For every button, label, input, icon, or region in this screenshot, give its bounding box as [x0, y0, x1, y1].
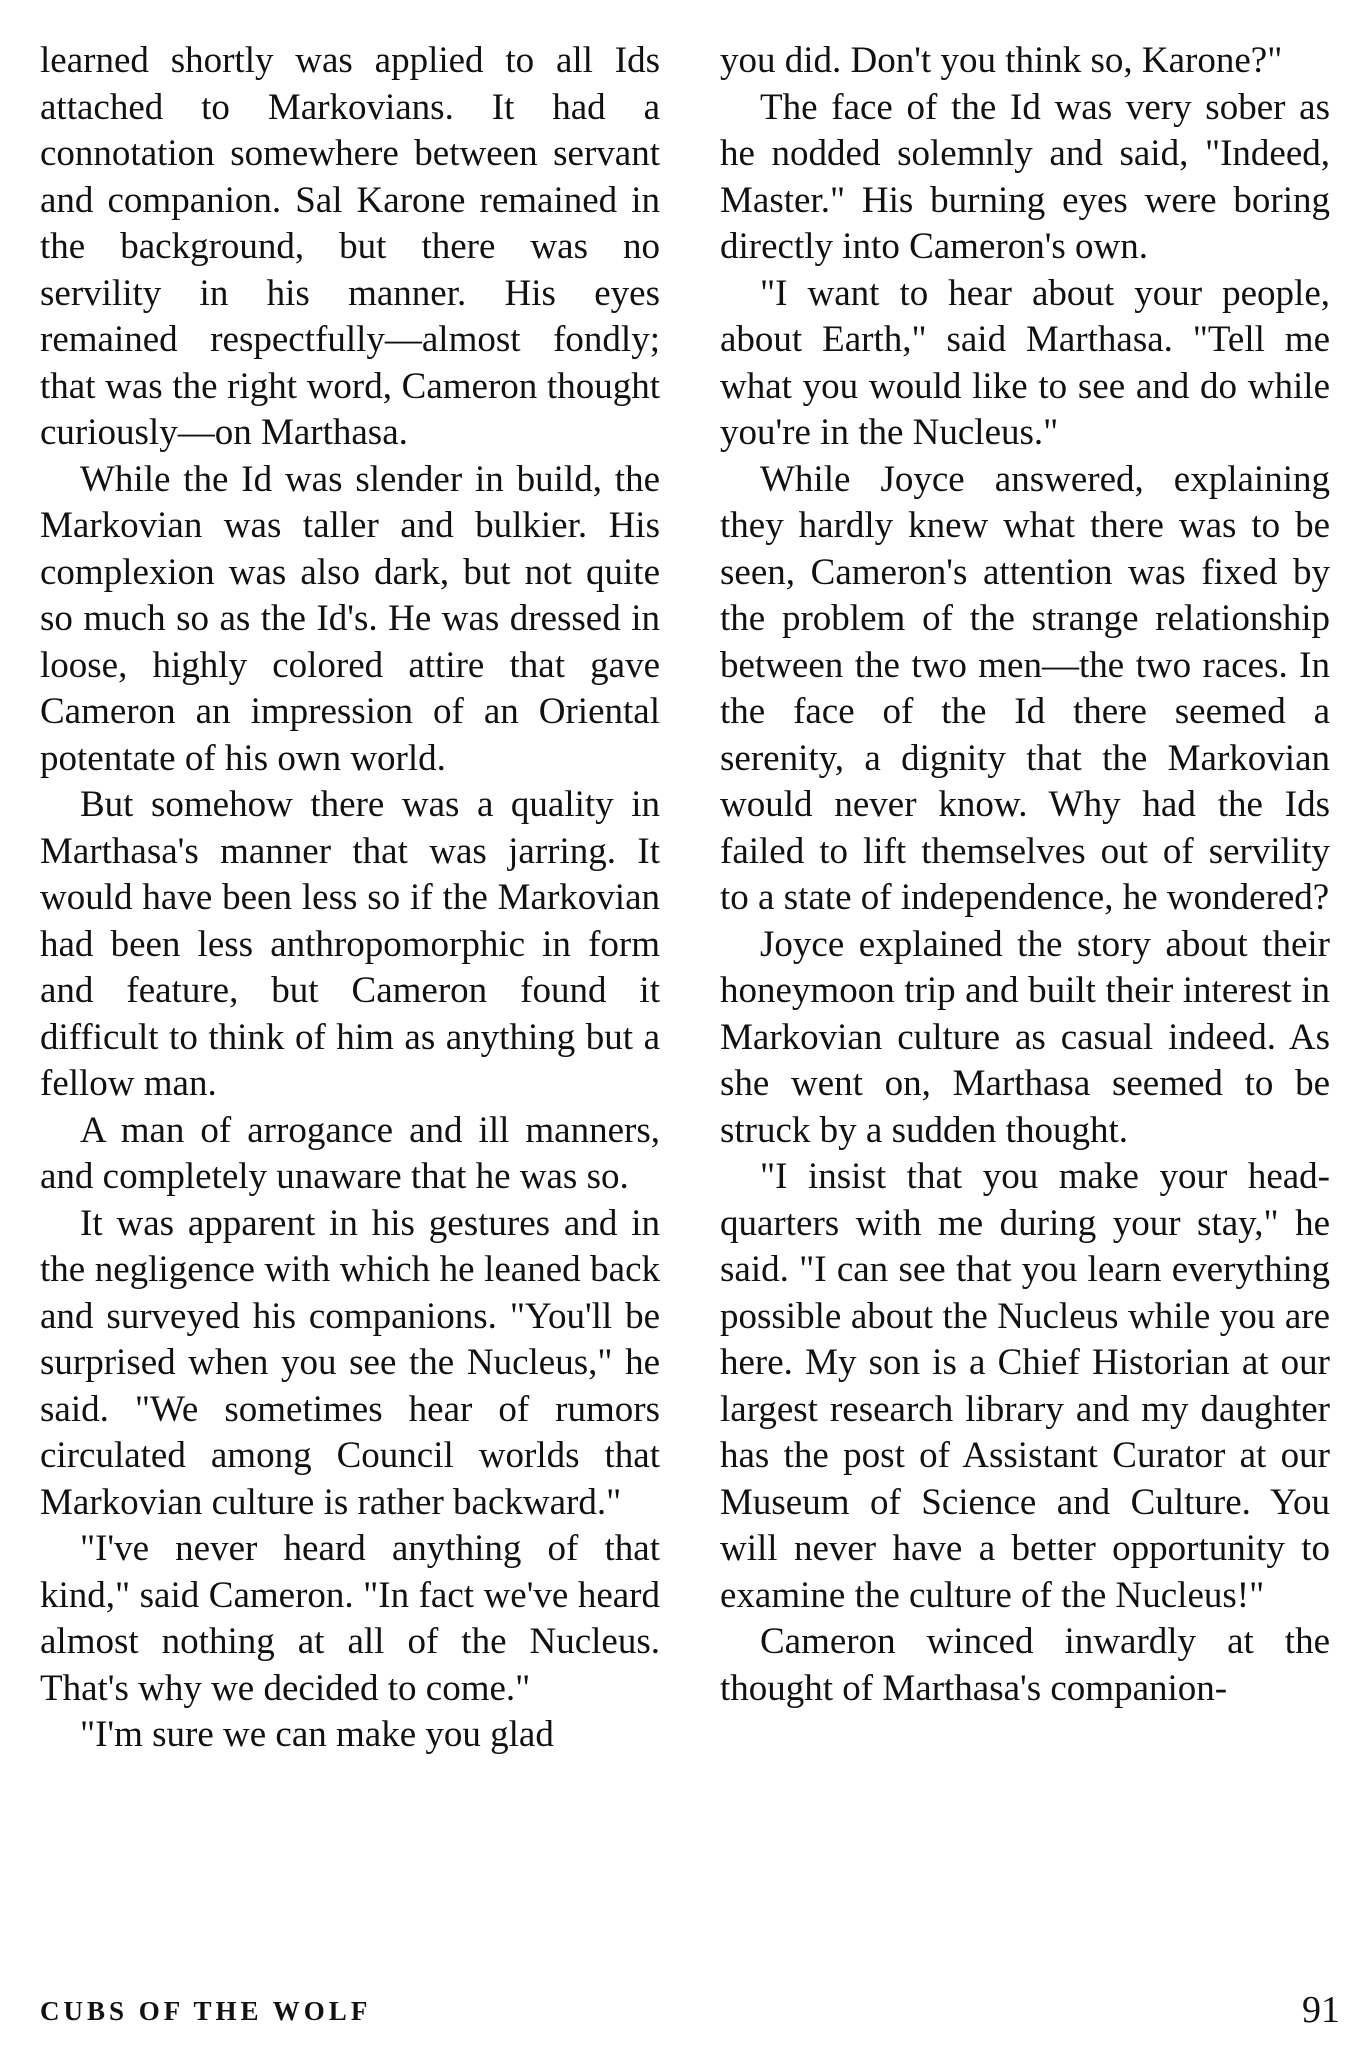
paragraph: Joyce explained the story about their honeymoon trip and built their interest in Markovian culture as casual indeed. As she went on, Marthasa seemed to be struck by a sudden thought.	[720, 923, 1330, 1151]
paragraph: "I insist that you make your headquarters with me during your stay," he said. "I can see that you learn everything possible about the Nucleus while you are here. My son is a Chief Historian at our largest research library and my daughter has the post of Assistant Curator at our Museum of Science and Culture. You will never have a better opportunity to examine the culture of the Nucleus!"	[720, 1156, 1330, 1616]
right-column	[720, 38, 1330, 1712]
running-title: CUBS OF THE WOLF	[40, 1996, 372, 2026]
paragraph: you did. Don't you think so, Karone?"	[720, 40, 1283, 81]
left-column	[40, 38, 660, 1759]
paragraph: While Joyce answered, explaining they hardly knew what there was to be seen, Cameron's attention was fixed by the problem of the strange relationship between the two men—the two races. In the face of the Id there seemed a serenity, a dignity that the Markovian would never know. Why had the Ids failed to lift themselves out of servility to a state of independence, he wondered?	[720, 458, 1330, 918]
paragraph: "I want to hear about your people, about Earth," said Marthasa. "Tell me what you would like to see and do while you're in the Nucleus."	[720, 272, 1330, 453]
paragraph: The face of the Id was very sober as he nodded solemnly and said, "Indeed, Master." His burning eyes were boring directly into Cameron's own.	[720, 86, 1330, 267]
page-number: 91	[1302, 1989, 1340, 2031]
paragraph: "I'm sure we can make you glad	[80, 1714, 554, 1755]
page-footer	[40, 1989, 1340, 2042]
paragraph: Cameron winced inwardly at the thought of Marthasa's companion-	[720, 1621, 1330, 1709]
paragraph: A man of arrogance and ill manners, and completely unaware that he was so.	[40, 1109, 660, 1197]
paragraph: learned shortly was applied to all Ids attached to Markovians. It had a connotation somewhere between servant and companion. Sal Karone remained in the background, but there was no servility in his manner. His eyes remained respectfully—almost fondly; that was the right word, Cameron thought curiously—on Marthasa.	[40, 40, 660, 453]
paragraph: "I've never heard anything of that kind," said Cameron. "In fact we've heard almost nothing at all of the Nucleus. That's why we decided to come."	[40, 1528, 660, 1709]
paragraph: It was apparent in his gestures and in the negligence with which he leaned back and surveyed his companions. "You'll be surprised when you see the Nucleus," he said. "We sometimes hear of rumors circulated among Council worlds that Markovian culture is rather backward."	[40, 1202, 660, 1523]
paragraph: While the Id was slender in build, the Markovian was taller and bulkier. His complexion was also dark, but not quite so much so as the Id's. He was dressed in loose, highly colored attire that gave Cameron an impression of an Oriental potentate of his own world.	[40, 458, 660, 779]
paragraph: But somehow there was a quality in Marthasa's manner that was jarring. It would have been less so if the Markovian had been less anthropomorphic in form and feature, but Cameron found it difficult to think of him as anything but a fellow man.	[40, 784, 660, 1104]
